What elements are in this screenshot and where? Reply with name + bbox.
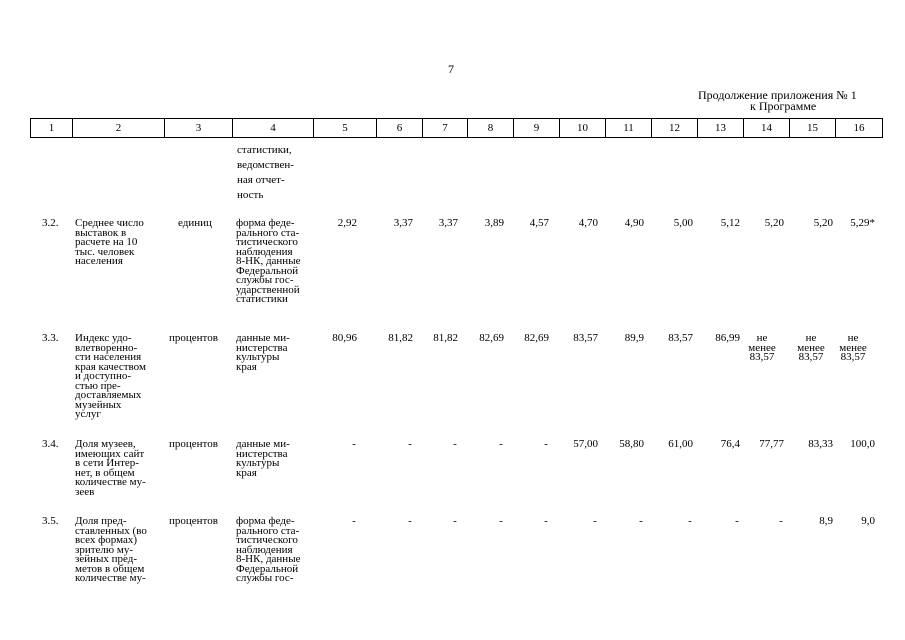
- value-cell: 83,57: [573, 332, 598, 344]
- value-cell: 81,82: [388, 332, 413, 344]
- row-number: 3.5.: [42, 515, 59, 527]
- data-source: данные ми- нистерства культуры края: [236, 332, 290, 373]
- indicator-name: Индекс удо- влетворенно- сти населения края качеством и доступно- стью пре- доставляемых музейных услуг: [75, 332, 146, 420]
- value-cell: 81,82: [433, 332, 458, 344]
- value-cell: 83,57: [668, 332, 693, 344]
- value-cell: 3,37: [393, 217, 413, 229]
- column-header-9: 9: [514, 119, 560, 138]
- value-cell: 82,69: [479, 332, 504, 344]
- value-cell: -: [352, 515, 356, 527]
- value-cell: 4,57: [529, 217, 549, 229]
- value-cell: 5,29*: [850, 217, 875, 229]
- value-cell: 86,99: [715, 332, 740, 344]
- value-cell: 100,0: [850, 438, 875, 450]
- unit-of-measure: процентов: [169, 438, 218, 450]
- value-cell: -: [453, 438, 457, 450]
- value-cell: 8,9: [819, 515, 833, 527]
- value-cell: 5,20: [764, 217, 784, 229]
- value-cell: 83,33: [808, 438, 833, 450]
- indicator-name: Доля пред- ставленных (во всех формах) зрителю му- зейных пред- метов в общем количестве му-: [75, 515, 147, 584]
- continuation-line: ная отчет-: [237, 174, 285, 186]
- value-cell: 89,9: [624, 332, 644, 344]
- value-cell: -: [408, 515, 412, 527]
- continuation-line: статистики,: [237, 144, 292, 156]
- value-cell: 3,37: [438, 217, 458, 229]
- value-cell: 58,80: [619, 438, 644, 450]
- value-cell: -: [688, 515, 692, 527]
- value-cell: -: [593, 515, 597, 527]
- value-cell: -: [544, 515, 548, 527]
- unit-of-measure: процентов: [169, 332, 218, 344]
- value-cell: 57,00: [573, 438, 598, 450]
- value-cell: 80,96: [332, 332, 357, 344]
- appendix-caption: [698, 90, 878, 112]
- indicator-name: Среднее число выставок в расчете на 10 тыс. человек населения: [75, 217, 144, 267]
- column-header-5: 5: [314, 119, 377, 138]
- column-header-16: 16: [836, 119, 883, 138]
- column-header-4: 4: [233, 119, 314, 138]
- column-header-7: 7: [423, 119, 468, 138]
- value-cell: 76,4: [720, 438, 740, 450]
- value-cell: 2,92: [337, 217, 357, 229]
- unit-of-measure: единиц: [178, 217, 212, 229]
- column-header-13: 13: [698, 119, 744, 138]
- value-cell: не менее 83,57: [748, 332, 776, 363]
- column-header-15: 15: [790, 119, 836, 138]
- column-header-2: 2: [73, 119, 165, 138]
- value-cell: -: [499, 515, 503, 527]
- row-number: 3.3.: [42, 332, 59, 344]
- column-header-8: 8: [468, 119, 514, 138]
- data-source: форма феде- рального ста- тистического наблюдения 8-НК, данные Федеральной службы гос- ударственной статистики: [236, 217, 301, 305]
- value-cell: 4,70: [578, 217, 598, 229]
- column-header-1: 1: [31, 119, 73, 138]
- value-cell: 5,12: [720, 217, 740, 229]
- indicator-name: Доля музеев, имеющих сайт в сети Интер- нет, в общем количестве му- зеев: [75, 438, 146, 498]
- page-number: 7: [448, 62, 454, 76]
- value-cell: 5,20: [813, 217, 833, 229]
- column-header-11: 11: [606, 119, 652, 138]
- value-cell: 82,69: [524, 332, 549, 344]
- value-cell: -: [735, 515, 739, 527]
- column-header-6: 6: [377, 119, 423, 138]
- column-header-3: 3: [165, 119, 233, 138]
- value-cell: -: [779, 515, 783, 527]
- value-cell: -: [352, 438, 356, 450]
- column-header-14: 14: [744, 119, 790, 138]
- value-cell: 9,0: [861, 515, 875, 527]
- column-header-10: 10: [560, 119, 606, 138]
- unit-of-measure: процентов: [169, 515, 218, 527]
- continuation-line: ность: [237, 189, 264, 201]
- row-number: 3.2.: [42, 217, 59, 229]
- data-source: данные ми- нистерства культуры края: [236, 438, 290, 479]
- column-header-12: 12: [652, 119, 698, 138]
- data-source: форма феде- рального ста- тистического наблюдения 8-НК, данные Федеральной службы гос-: [236, 515, 301, 584]
- value-cell: 77,77: [759, 438, 784, 450]
- value-cell: -: [544, 438, 548, 450]
- value-cell: -: [499, 438, 503, 450]
- value-cell: 4,90: [624, 217, 644, 229]
- column-header-table: [30, 118, 883, 138]
- continuation-text: [237, 143, 294, 203]
- value-cell: -: [639, 515, 643, 527]
- caption-line-2: к Программе: [750, 99, 817, 113]
- value-cell: не менее 83,57: [839, 332, 867, 363]
- value-cell: -: [408, 438, 412, 450]
- caption-line-1: Продолжение приложения № 1: [698, 88, 857, 102]
- row-number: 3.4.: [42, 438, 59, 450]
- value-cell: 3,89: [484, 217, 504, 229]
- value-cell: не менее 83,57: [797, 332, 825, 363]
- value-cell: 61,00: [668, 438, 693, 450]
- continuation-line: ведомствен-: [237, 159, 294, 171]
- value-cell: 5,00: [673, 217, 693, 229]
- value-cell: -: [453, 515, 457, 527]
